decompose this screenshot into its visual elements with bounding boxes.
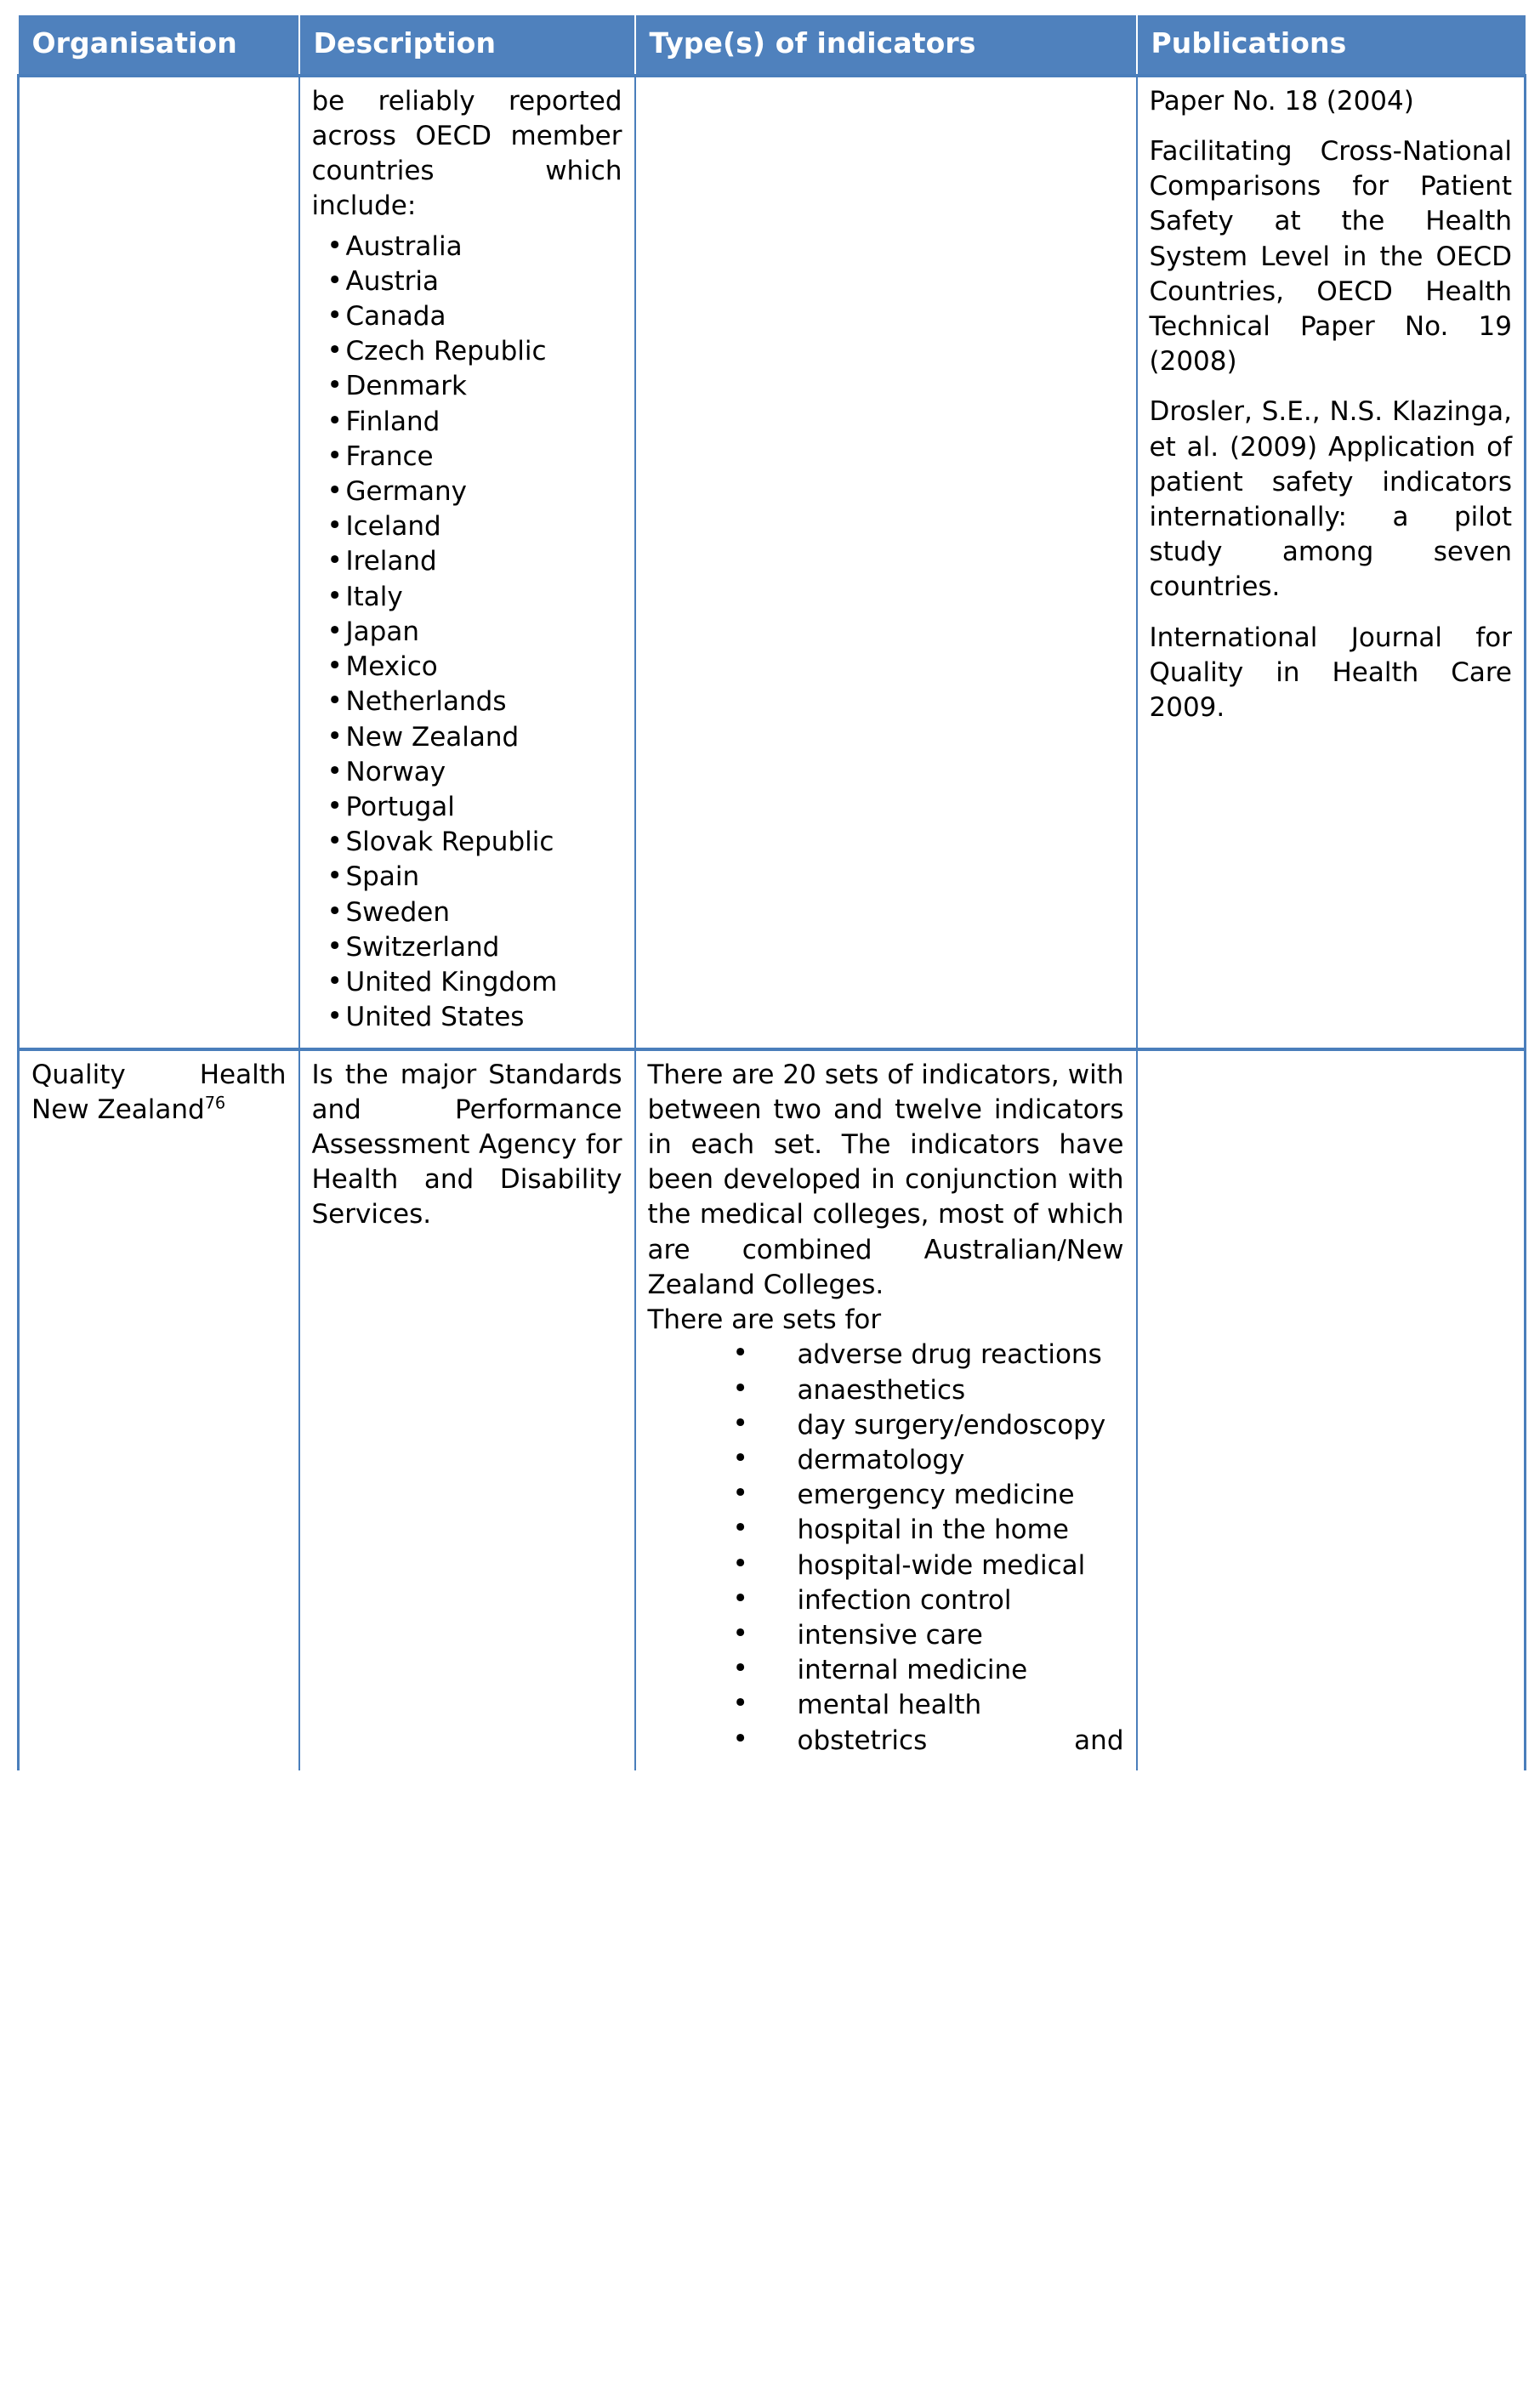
indicator-set-name: • mental health [797,1690,982,1721]
list-item [327,264,622,299]
country-name: Portugal [345,792,455,823]
country-name: France [345,440,434,472]
list-item [327,930,622,965]
list-item [733,1724,1124,1759]
list-item [327,790,622,825]
indicator-set-name: • internal medicine [797,1655,1028,1686]
description-text: Is the major Standards and Performance Assessment Agency for Health and Disability Services. [311,1059,622,1230]
country-name: Germany [345,476,467,508]
publication-entry: Facilitating Cross-National Comparisons for Patient Safety at the Health System Level in the OECD Countries, OECD Health Technical Paper No. 19 (2008) [1149,135,1512,378]
list-item [327,299,622,334]
list-item [327,825,622,860]
country-name: Ireland [345,546,437,577]
country-name: Netherlands [345,686,507,718]
indicator-set-name: • adverse drug reactions [797,1339,1102,1371]
list-item [327,615,622,650]
cell-publications [1137,1049,1526,1770]
indicator-set-list [648,1338,1124,1759]
indicator-set-name: • intensive care [797,1620,983,1651]
country-name: Canada [345,300,446,332]
publication-entry: Drosler, S.E., N.S. Klazinga, et al. (2009) Application of patient safety indicators internationally: a pilot study among seven countries. [1149,396,1512,603]
indicator-set-name: • anaesthetics [797,1374,966,1406]
country-name: Iceland [345,511,441,543]
organisation-name: Quality Health New Zealand [31,1059,287,1125]
types-paragraph: There are 20 sets of indicators, with between two and twelve indicators in each set. The indicators have been developed in conjunction with the medical colleges, most of which are combined Australian/New Zealand Colleges. [647,1059,1124,1300]
cell-types-of-indicators [635,76,1137,1049]
country-name: Mexico [345,651,438,683]
list-item [327,685,622,719]
indicator-set-name: • hospital in the home [797,1514,1069,1546]
indicator-set-name: • day surgery/endoscopy [797,1409,1106,1441]
list-item [733,1478,1124,1513]
country-name: Czech Republic [345,336,547,367]
list-item [327,230,622,264]
list-item [327,860,622,895]
country-name: Slovak Republic [345,827,554,858]
indicator-set-name: • obstetrics and [797,1725,1124,1756]
table-row [19,76,1526,1049]
list-item [733,1548,1124,1583]
cell-types-of-indicators [635,1049,1137,1770]
column-header-types-of-indicators: Type(s) of indicators [635,14,1137,76]
table-header-row [19,14,1526,76]
list-item [327,405,622,440]
list-item [327,1000,622,1035]
country-name: Norway [345,756,446,787]
indicator-table [17,14,1526,1770]
list-item [327,369,622,404]
list-item [733,1653,1124,1688]
list-item [327,650,622,685]
cell-organisation [19,76,299,1049]
country-name: United States [345,1002,525,1033]
list-item [733,1338,1124,1372]
country-name: New Zealand [345,721,520,753]
list-item [327,895,622,930]
country-name: Austria [345,265,440,297]
column-header-organisation: Organisation [19,14,299,76]
cell-publications [1137,76,1526,1049]
cell-description [299,1049,635,1770]
column-header-description: Description [299,14,635,76]
list-item [733,1373,1124,1408]
table-header [19,14,1526,76]
country-list [312,230,622,1036]
list-item [327,509,622,544]
indicator-set-name: • dermatology [797,1444,965,1475]
column-header-publications: Publications [1137,14,1526,76]
list-item [733,1583,1124,1618]
country-name: Italy [345,581,403,612]
country-name: Switzerland [345,931,500,963]
list-item [733,1408,1124,1443]
cell-description [299,76,635,1049]
country-name: Denmark [345,371,467,402]
table-body [19,76,1526,1770]
list-item [327,720,622,755]
cell-organisation [19,1049,299,1770]
list-item [733,1618,1124,1653]
list-item [327,580,622,615]
list-item [733,1513,1124,1548]
list-item [733,1688,1124,1723]
list-item [327,544,622,579]
country-name: Australia [345,230,463,262]
country-name: Spain [345,861,420,893]
description-intro-text: be reliably reported across OECD member countries which include: [311,85,622,222]
country-name: Finland [345,406,440,437]
list-item [327,440,622,474]
reference-marker: 76 [204,1093,226,1113]
indicator-set-name: • infection control [797,1584,1012,1616]
country-name: United Kingdom [345,967,558,998]
country-name: Japan [345,616,419,647]
list-item [327,474,622,509]
list-item [327,755,622,790]
list-item [327,334,622,369]
types-paragraph: There are sets for [647,1304,882,1336]
organisation-name-wrapper [31,1058,287,1128]
publication-entry: Paper No. 18 (2004) [1149,85,1414,116]
list-item [733,1443,1124,1478]
indicator-set-name: • emergency medicine [797,1480,1075,1511]
publication-entry: International Journal for Quality in Health Care 2009. [1149,622,1512,724]
list-item [327,965,622,1000]
indicator-set-name: • hospital-wide medical [797,1549,1086,1581]
country-name: Sweden [345,896,451,928]
table-row [19,1049,1526,1770]
